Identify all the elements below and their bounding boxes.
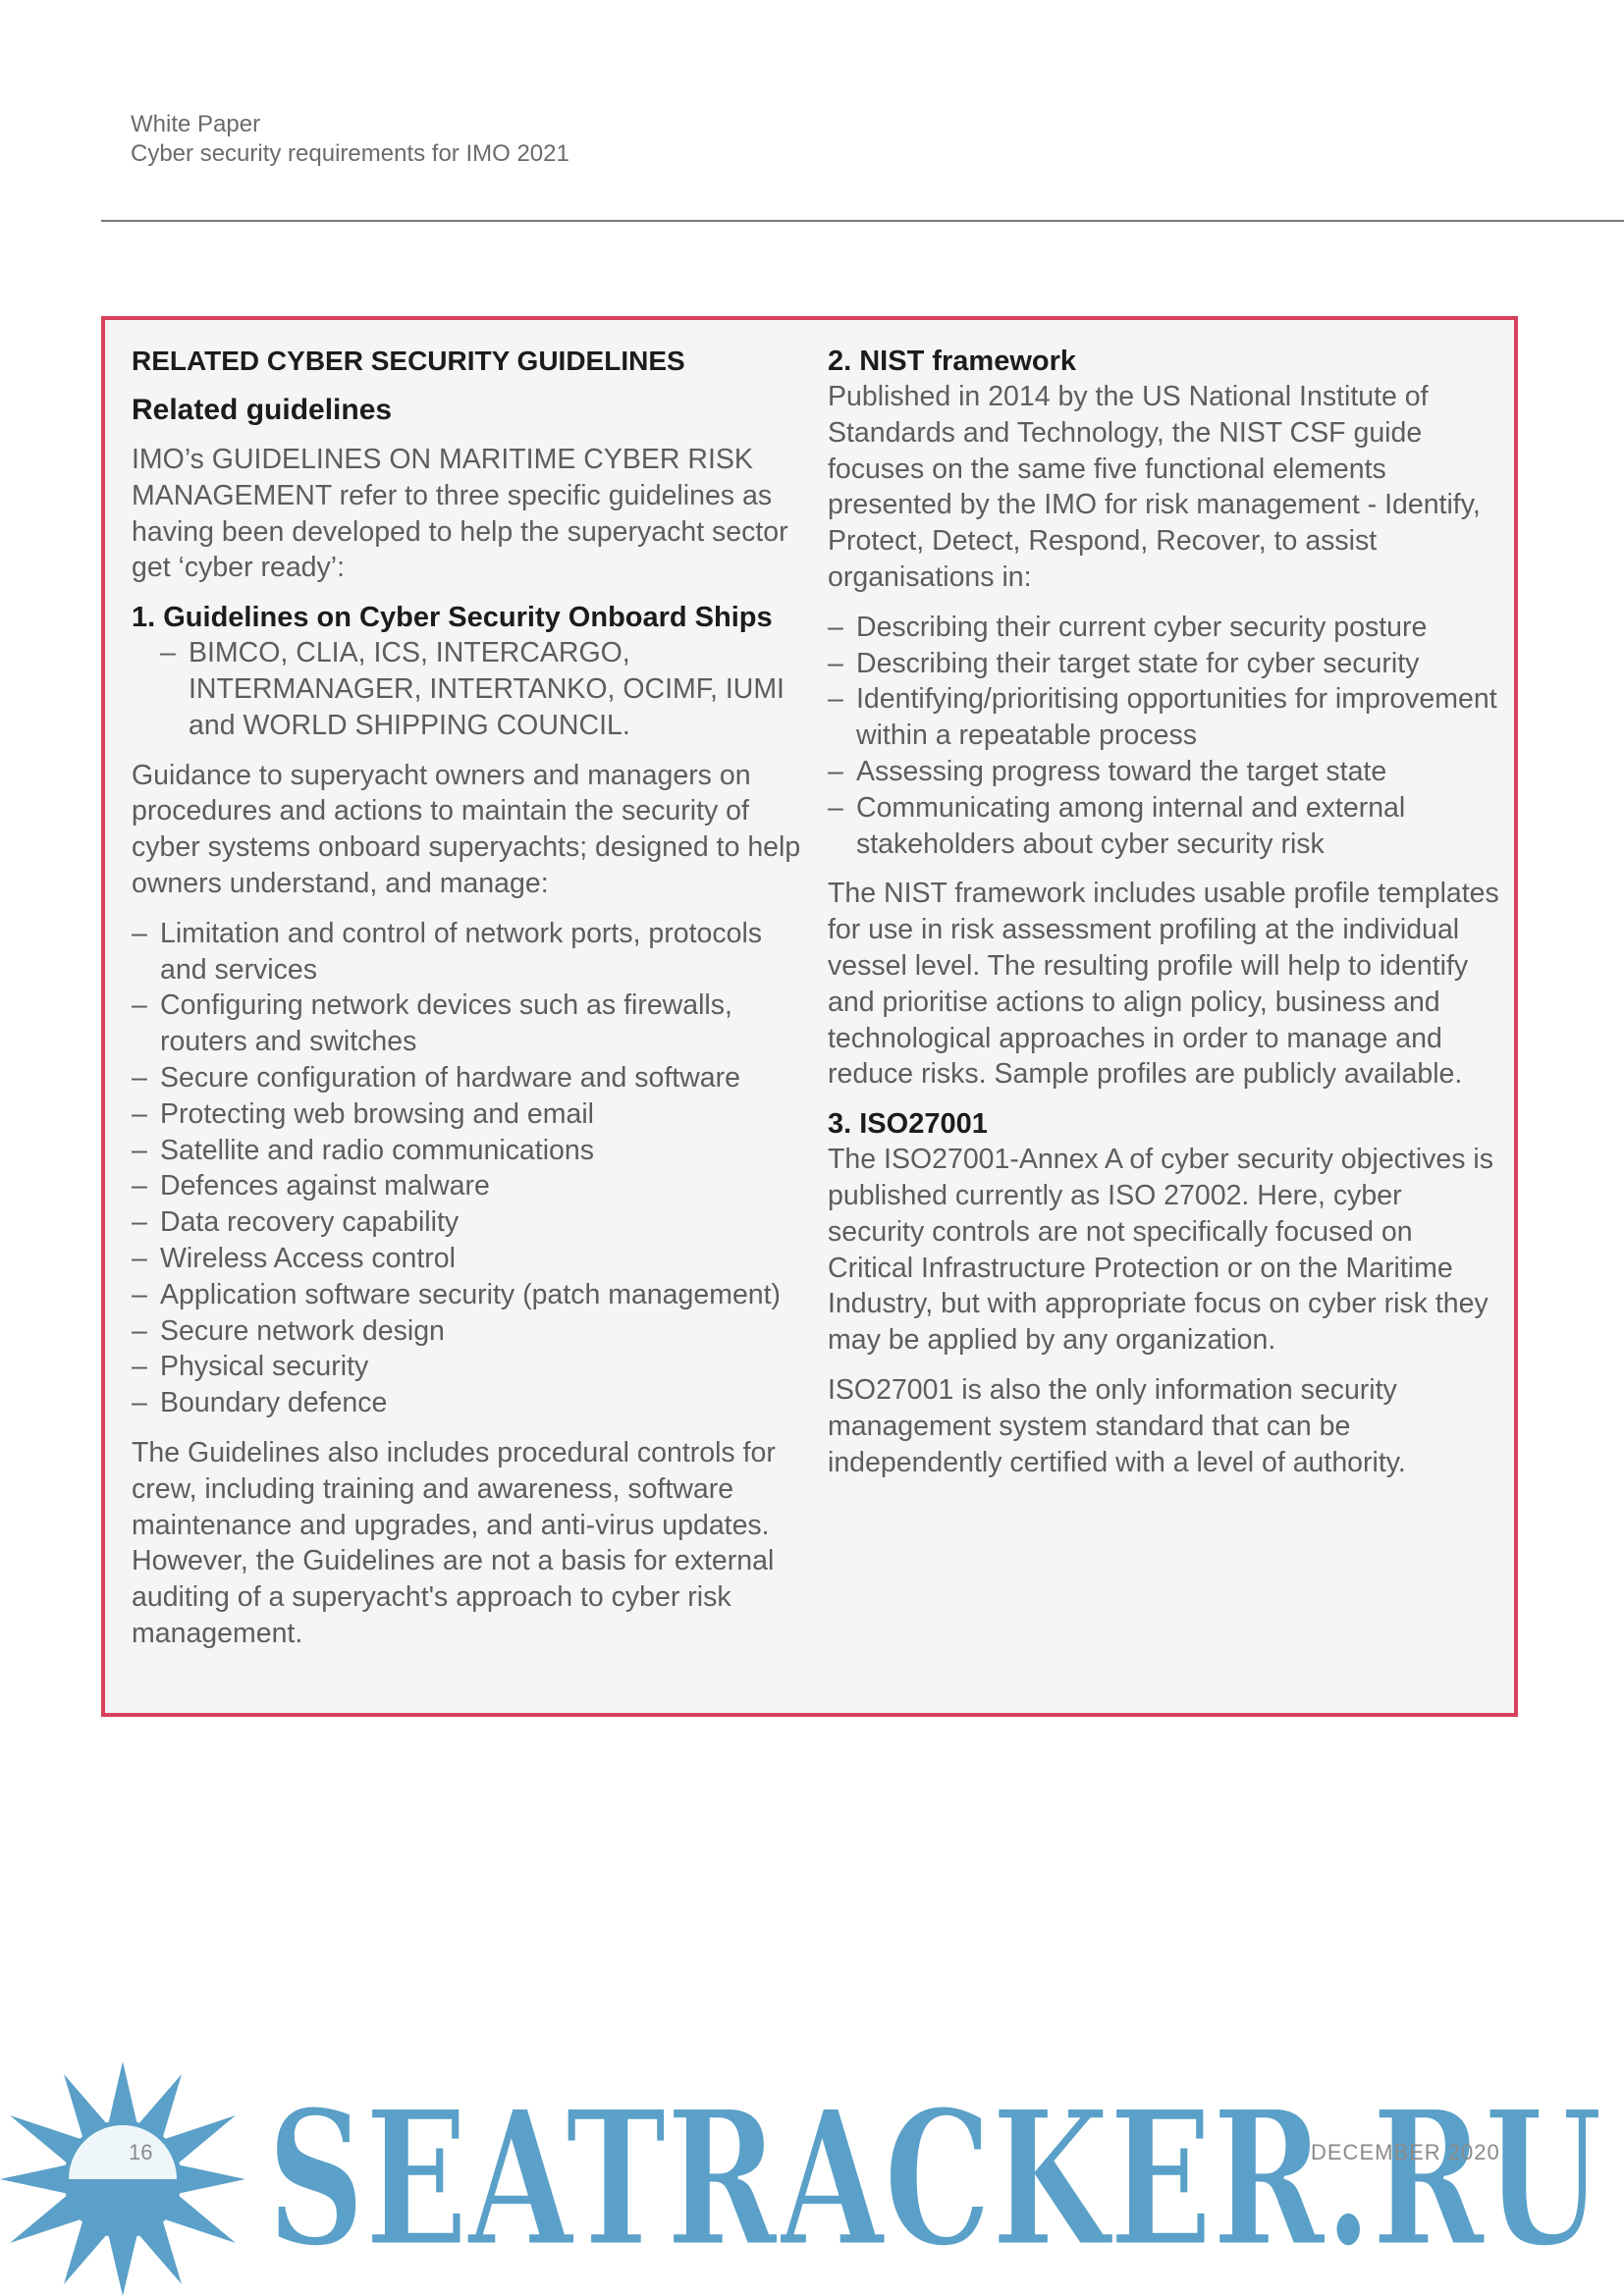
- panel-left-column: [132, 344, 809, 1666]
- list-item: – Satellite and radio communications: [132, 1133, 809, 1169]
- watermark-sun-icon: [0, 2056, 245, 2296]
- section-3-heading: 3. ISO27001: [828, 1108, 988, 1141]
- watermark-text: SEATRACKER.RU: [267, 2079, 1602, 2275]
- list-item: – Protecting web browsing and email: [132, 1096, 809, 1133]
- section-1-heading: 1. Guidelines on Cyber Security Onboard Ships: [132, 602, 773, 634]
- section-1-list: [160, 635, 809, 743]
- list-item: – Data recovery capability: [132, 1204, 809, 1241]
- list-item: – Application software security (patch management): [132, 1277, 809, 1313]
- guidelines-panel: [101, 316, 1518, 1717]
- intro-paragraph: IMO’s GUIDELINES ON MARITIME CYBER RISK MANAGEMENT refer to three specific guidelines as having been developed to help the superyacht sector get ‘cyber ready’:: [132, 444, 788, 584]
- guidance-list: [132, 916, 809, 1421]
- list-item: – Boundary defence: [132, 1385, 809, 1421]
- iso-certification-paragraph: ISO27001 is also the only information security management system standard that can be independently certified with a level of authority.: [828, 1373, 1406, 1478]
- page-header: [131, 110, 569, 169]
- watermark-logo: [257, 2079, 1612, 2275]
- nist-paragraph: Published in 2014 by the US National Institute of Standards and Technology, the NIST CSF guide focuses on the same five functional elements presented by the IMO for risk management - Identify, Protect, Detect, Respond, Recover, to assist organisations in:: [828, 381, 1481, 593]
- header-doc-type: White Paper: [131, 111, 261, 137]
- guidelines-controls-paragraph: The Guidelines also includes procedural controls for crew, including training and awareness, software maintenance and upgrades, and anti-virus updates. However, the Guidelines are not a basis for external auditing of a superyacht's approach to cyber risk management.: [132, 1436, 776, 1649]
- footer-date: DECEMBER 2020: [1311, 2140, 1500, 2164]
- guidance-paragraph: Guidance to superyacht owners and managers on procedures and actions to maintain the security of cyber systems onboard superyachts; designed to help owners understand, and manage:: [132, 759, 801, 899]
- list-item: – Defences against malware: [132, 1168, 809, 1204]
- list-item: – Communicating among internal and external stakeholders about cyber security risk: [828, 790, 1505, 863]
- list-item: – Describing their current cyber security posture: [828, 610, 1505, 646]
- list-item: – Secure network design: [132, 1313, 809, 1350]
- list-item: – Secure configuration of hardware and software: [132, 1060, 809, 1096]
- list-item: – Identifying/prioritising opportunities for improvement within a repeatable process: [828, 681, 1505, 754]
- list-item: – Wireless Access control: [132, 1241, 809, 1277]
- list-item: – Configuring network devices such as firewalls, routers and switches: [132, 988, 809, 1060]
- list-item: – Assessing progress toward the target state: [828, 754, 1505, 790]
- related-guidelines-heading: Related guidelines: [132, 394, 393, 426]
- panel-title: RELATED CYBER SECURITY GUIDELINES: [132, 346, 685, 376]
- nist-profiles-paragraph: The NIST framework includes usable profile templates for use in risk assessment profiling at the individual vessel level. The resulting profile will help to identify and prioritise actions to align policy, business and technological approaches in order to manage and reduce risks. Sample profiles are publicly available.: [828, 878, 1499, 1091]
- nist-list: [828, 610, 1505, 863]
- section-2-heading: 2. NIST framework: [828, 346, 1077, 377]
- list-item: – Describing their target state for cyber security: [828, 646, 1505, 682]
- iso-paragraph: The ISO27001-Annex A of cyber security objectives is published currently as ISO 27002. Here, cyber security controls are not specifically focused on Critical Infrastructure Protection or on the Maritime Industry, but with appropriate focus on cyber risk they may be applied by any organization.: [828, 1144, 1494, 1357]
- page-number: 16: [129, 2140, 153, 2164]
- header-divider: [101, 220, 1624, 222]
- list-item: – Limitation and control of network ports, protocols and services: [132, 916, 809, 988]
- header-doc-title: Cyber security requirements for IMO 2021: [131, 140, 569, 167]
- list-item: – Physical security: [132, 1349, 809, 1385]
- list-item: – BIMCO, CLIA, ICS, INTERCARGO, INTERMANAGER, INTERTANKO, OCIMF, IUMI and WORLD SHIPPING COUNCIL.: [160, 635, 809, 743]
- panel-right-column: [828, 344, 1505, 1494]
